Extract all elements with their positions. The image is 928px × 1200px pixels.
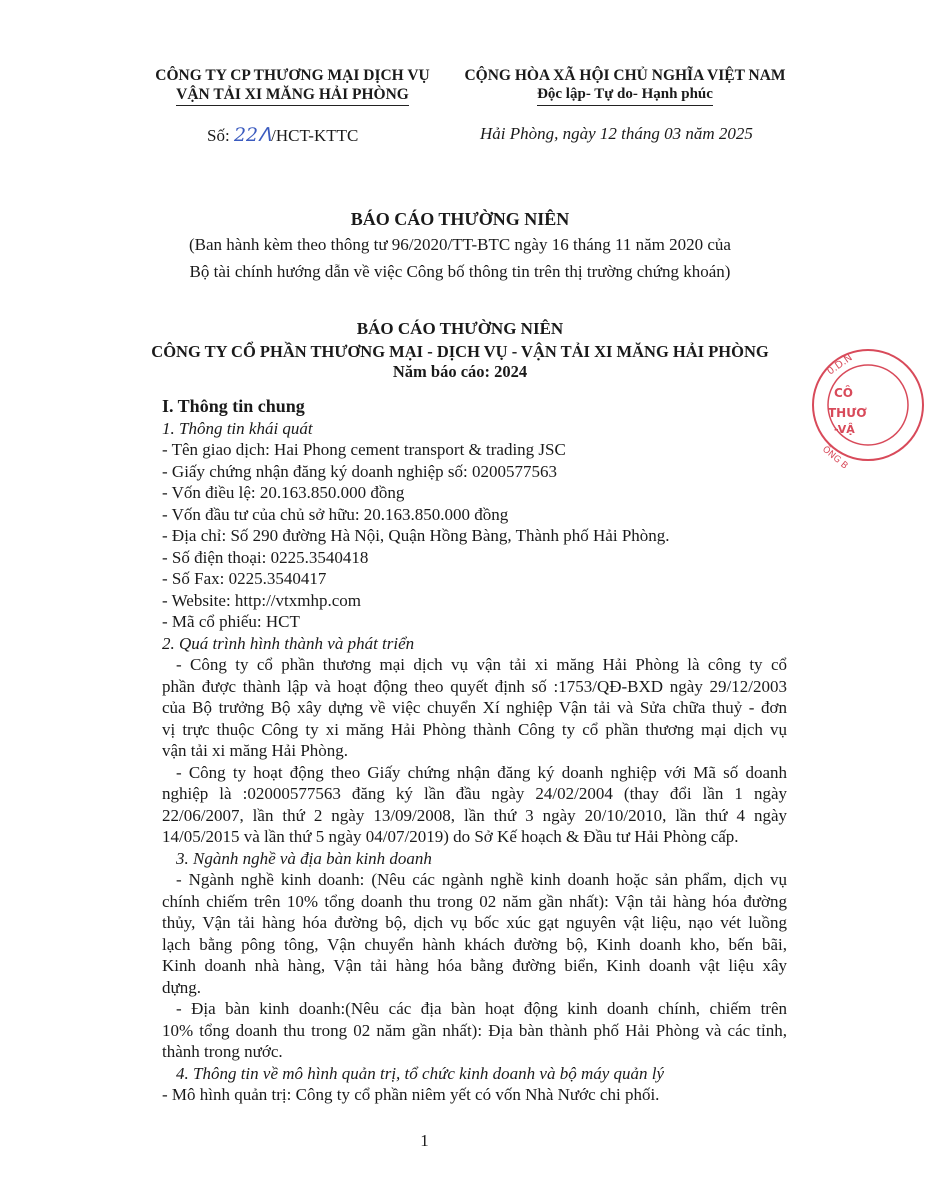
annual-report-year: Năm báo cáo: 2024 (392, 362, 528, 381)
company-name-line1: CÔNG TY CP THƯƠNG MẠI DỊCH VỤ (155, 67, 430, 84)
subsection-history: 2. Quá trình hình thành và phát triển (162, 633, 415, 653)
seal-text-fragment: -VẬ (834, 423, 855, 436)
paragraph-line: 14/05/2015 và lần thứ 5 ngày 04/07/2019) do Sở Kế hoạch & Đầu tư Hải Phòng cấp. (162, 827, 739, 846)
list-item: - Vốn đầu tư của chủ sở hữu: 20.163.850.000 đồng (162, 504, 509, 524)
paragraph-line: lạch bằng pông tông, Vận chuyển hành khách đường bộ, Kinh doanh kho, bến bãi, (162, 934, 787, 954)
report-body (162, 396, 787, 1106)
list-item: - Địa chỉ: Số 290 đường Hà Nội, Quận Hồng Bàng, Thành phố Hải Phòng. (162, 526, 670, 545)
handwritten-number: 22ᐱ (233, 124, 272, 146)
list-item: - Vốn điều lệ: 20.163.850.000 đồng (162, 483, 405, 502)
subsection-governance: 4. Thông tin về mô hình quản trị, tổ chức kinh doanh và bộ máy quản lý (176, 1063, 665, 1083)
company-header (150, 66, 435, 106)
nation-name: CỘNG HÒA XÃ HỘI CHỦ NGHĨA VIỆT NAM (464, 67, 786, 84)
paragraph-line: thủy, Vận tải hàng hóa đường bộ, dịch vụ bốc xúc gạt nguyên vật liệu, nạo vét luồng (162, 913, 787, 932)
paragraph-line: chính chiếm trên 10% tổng doanh thu trong 02 năm gần nhất): Vận tải hàng hóa đường (162, 891, 787, 911)
list-item: - Website: http://vtxmhp.com (162, 590, 361, 610)
paragraph-line: nghiệp là :02000577563 đăng ký lần đầu ngày 24/02/2004 (thay đổi lần 1 ngày (162, 784, 787, 803)
report-title: BÁO CÁO THƯỜNG NIÊN (350, 209, 570, 229)
document-number (207, 124, 358, 146)
list-item: - Mã cổ phiếu: HCT (162, 612, 300, 631)
list-item: - Số Fax: 0225.3540417 (162, 569, 327, 588)
report-subtitle-line1: (Ban hành kèm theo thông tư 96/2020/TT-BTC ngày 16 tháng 11 năm 2020 của (189, 235, 731, 254)
paragraph-line: của Bộ trưởng Bộ xây dựng về việc chuyển Xí nghiệp Vận tải và Sửa chữa thuỷ - đơn (162, 698, 787, 717)
subsection-business: 3. Ngành nghề và địa bàn kinh doanh (176, 848, 432, 868)
section-heading: I. Thông tin chung (162, 396, 305, 416)
paragraph-line: - Công ty hoạt động theo Giấy chứng nhận đăng ký doanh nghiệp với Mã số doanh (176, 762, 787, 782)
paragraph-line: 10% tổng doanh thu trong 02 năm gần nhất): Địa bàn thành phố Hải Phòng và các tỉnh, (162, 1020, 787, 1040)
doc-number-suffix: /HCT-KTTC (271, 126, 359, 145)
subsection-general-info: 1. Thông tin khái quát (162, 418, 313, 438)
list-item: - Giấy chứng nhận đăng ký doanh nghiệp số: 0200577563 (162, 461, 557, 481)
paragraph-line: phần được thành lập và hoạt động theo quyết định số :1753/QĐ-BXD ngày 29/12/2003 (162, 676, 787, 696)
annual-report-title: BÁO CÁO THƯỜNG NIÊN (356, 319, 564, 338)
nation-header (445, 66, 805, 106)
paragraph-line: Kinh doanh nhà hàng, Vận tải hàng hóa bằng đường biển, Kinh doanh vật liệu xây (162, 956, 787, 975)
paragraph-line: vị trực thuộc Công ty xi măng Hải Phòng thành Công ty cổ phần thương mại dịch vụ (162, 719, 787, 739)
page-number: 1 (420, 1131, 429, 1150)
paragraph-line: - Địa bàn kinh doanh:(Nêu các địa bàn hoạt động kinh doanh chính, chiếm trên (176, 999, 787, 1018)
paragraph-line: - Công ty cổ phần thương mại dịch vụ vận tải xi măng Hải Phòng là công ty cổ (176, 655, 787, 674)
company-seal-stamp (808, 345, 928, 472)
seal-text-fragment: ỒNG B (820, 444, 850, 472)
document-date: Hải Phòng, ngày 12 tháng 03 năm 2025 (480, 124, 753, 143)
seal-text-fragment: CÔ (834, 386, 854, 400)
report-subtitle-line2: Bộ tài chính hướng dẫn về việc Công bố thông tin trên thị trường chứng khoán) (189, 262, 731, 281)
seal-text-fragment: 0.D.N (825, 352, 855, 378)
list-item: - Tên giao dịch: Hai Phong cement transport & trading JSC (162, 440, 566, 459)
seal-text-fragment: THƯƠ (828, 406, 867, 420)
paragraph-line: - Ngành nghề kinh doanh: (Nêu các ngành nghề kinh doanh hoặc sản phẩm, dịch vụ (176, 870, 787, 889)
paragraph-line: thành trong nước. (162, 1042, 283, 1061)
nation-motto: Độc lập- Tự do- Hạnh phúc (537, 85, 713, 106)
annual-report-company: CÔNG TY CỔ PHẦN THƯƠNG MẠI - DỊCH VỤ - VẬN TẢI XI MĂNG HẢI PHÒNG (151, 342, 769, 361)
paragraph-line: vận tải xi măng Hải Phòng. (162, 741, 349, 760)
doc-number-prefix: Số: (207, 126, 234, 145)
paragraph-line: - Mô hình quản trị: Công ty cổ phần niêm yết có vốn Nhà Nước chi phối. (162, 1085, 660, 1104)
paragraph-line: 22/06/2007, lần thứ 2 ngày 13/09/2008, lần thứ 3 ngày 20/10/2010, lần thứ 4 ngày (162, 805, 787, 825)
list-item: - Số điện thoại: 0225.3540418 (162, 547, 369, 567)
company-name-line2: VẬN TẢI XI MĂNG HẢI PHÒNG (176, 85, 409, 106)
paragraph-line: dựng. (162, 977, 201, 997)
